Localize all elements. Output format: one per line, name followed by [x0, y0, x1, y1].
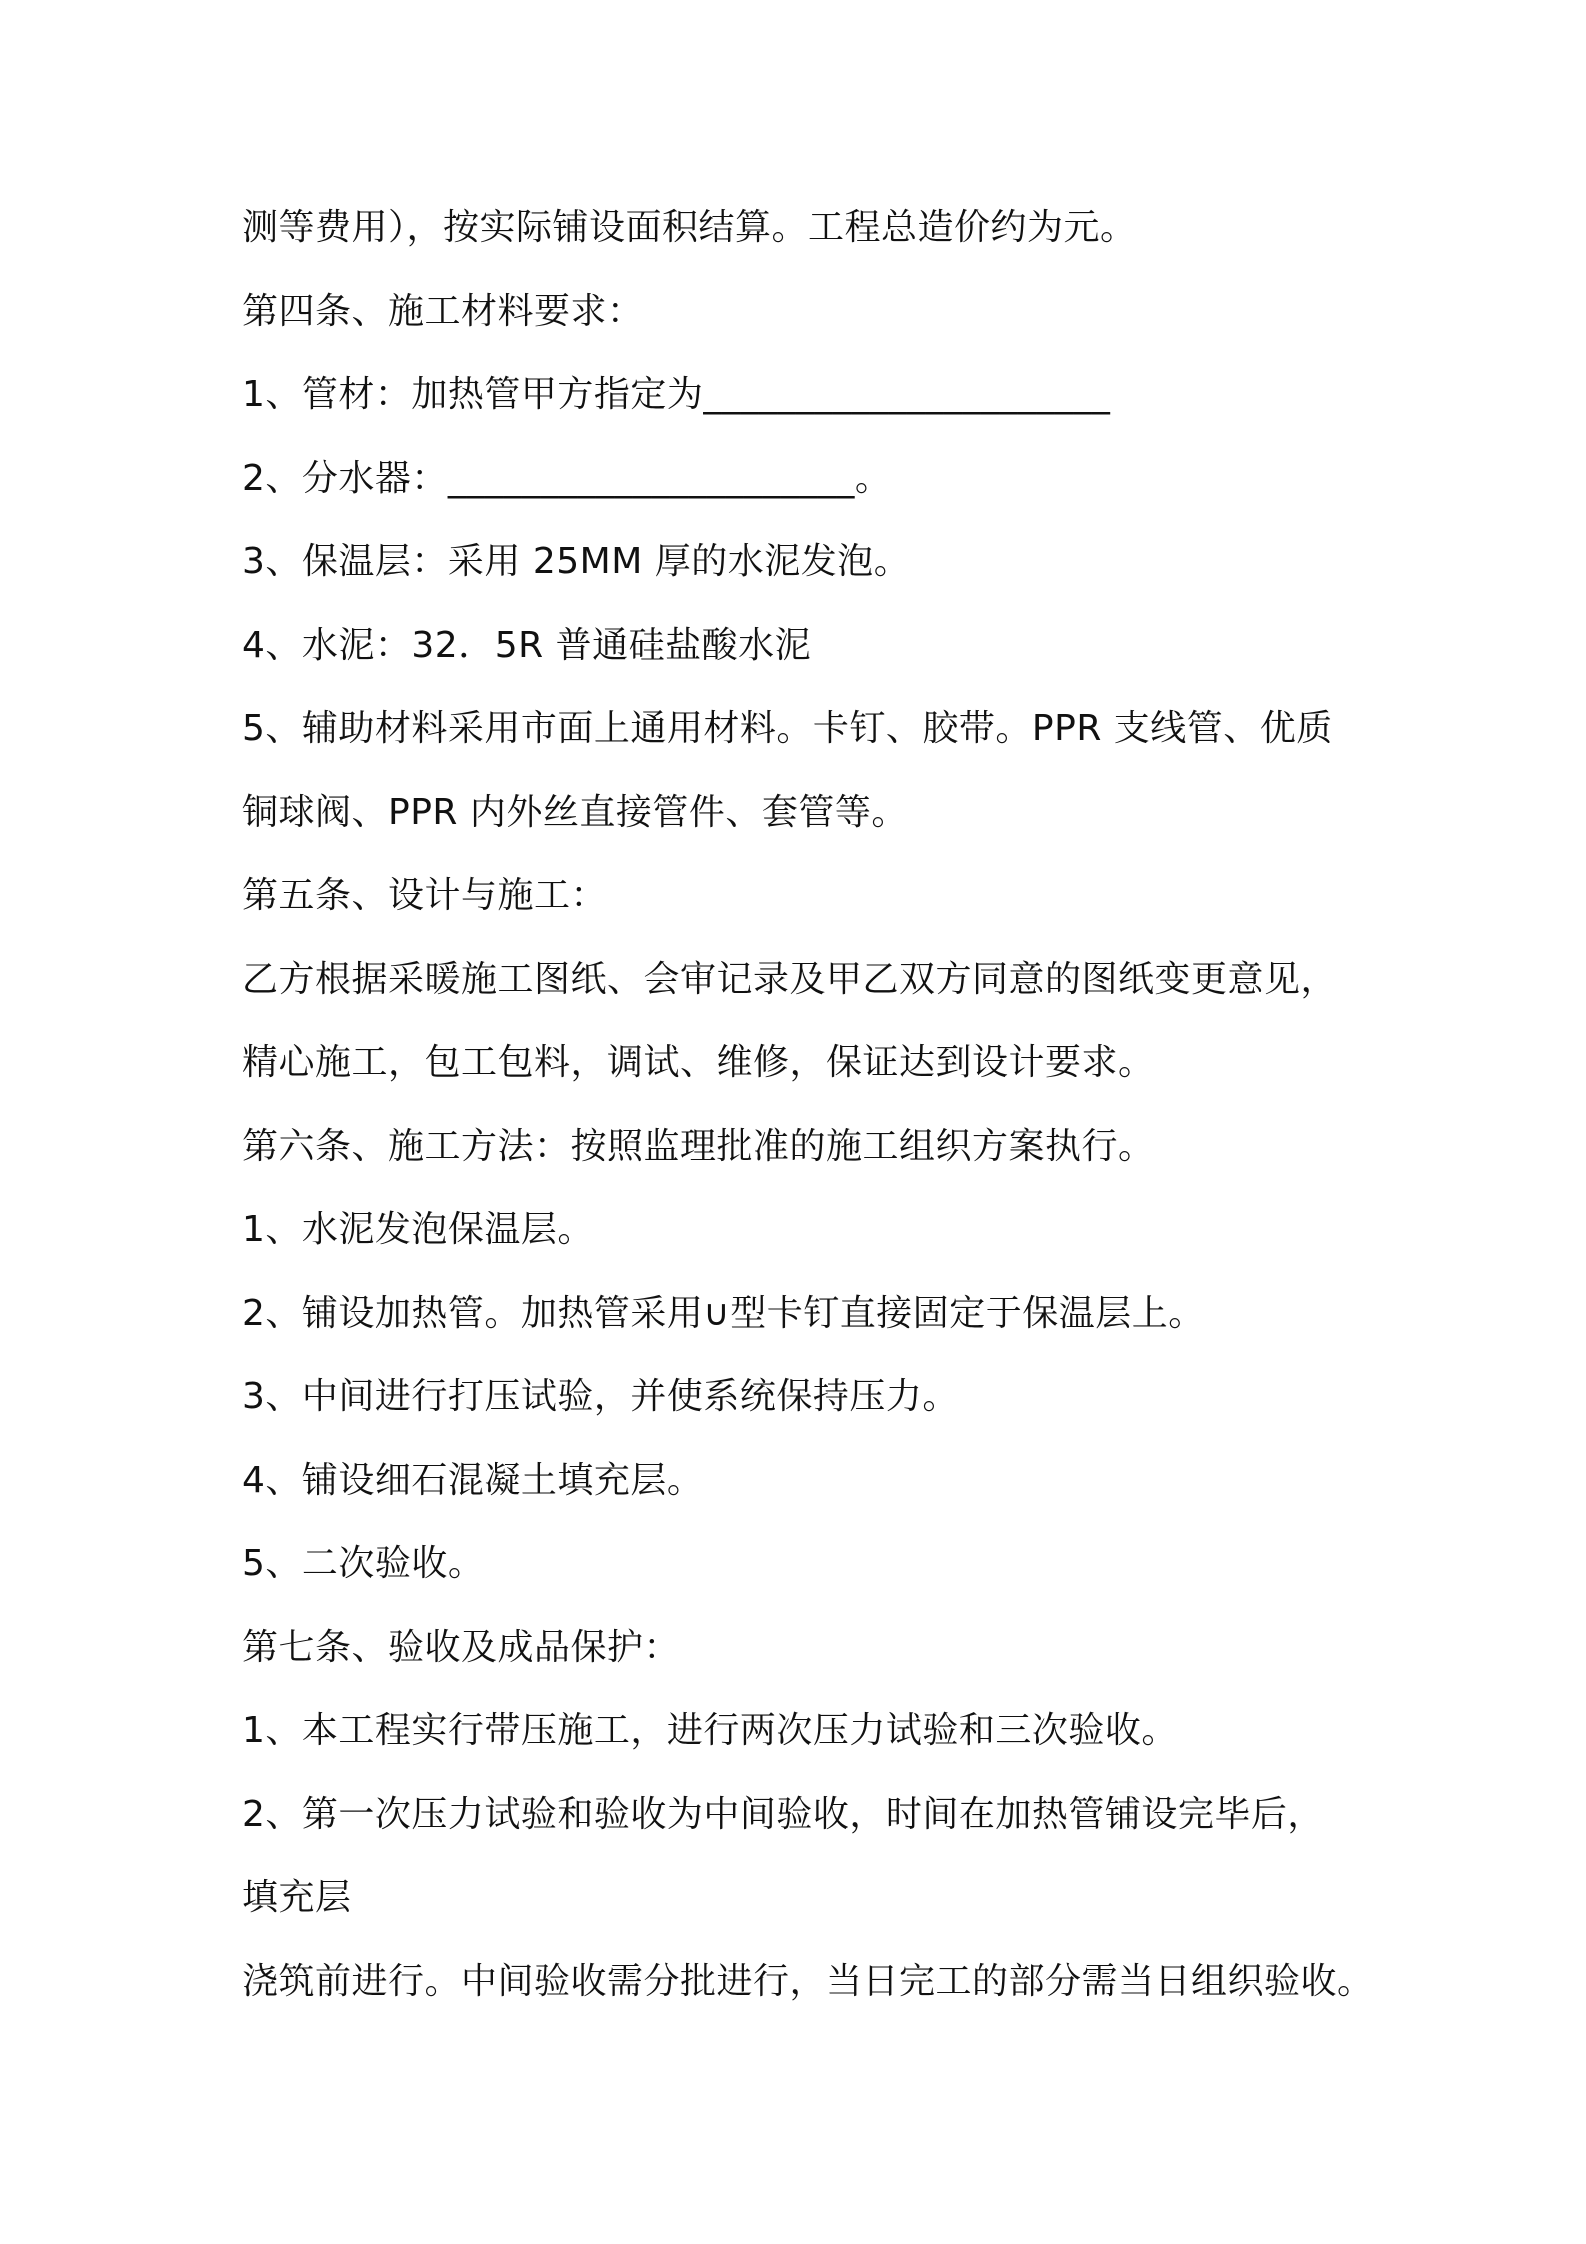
text-line: 填充层: [242, 1877, 352, 1918]
list-item: 3、保温层：采用 25MM 厚的水泥发泡。: [242, 541, 911, 582]
list-item: 2、第一次压力试验和验收为中间验收，时间在加热管铺设完毕后，: [242, 1794, 1324, 1835]
list-item: 4、水泥：32．5R 普通硅盐酸水泥: [242, 625, 812, 666]
text-line: 铜球阀、PPR 内外丝直接管件、套管等。: [242, 792, 908, 833]
text-line: 精心施工，包工包料，调试、维修，保证达到设计要求。: [242, 1042, 1155, 1083]
list-item: 1、管材：加热管甲方指定为______________________: [242, 374, 1111, 415]
text-line: 浇筑前进行。中间验收需分批进行，当日完工的部分需当日组织验收。: [242, 1961, 1374, 2002]
list-item: 1、本工程实行带压施工，进行两次压力试验和三次验收。: [242, 1710, 1178, 1751]
list-item: 5、二次验收。: [242, 1543, 485, 1584]
text-line: 测等费用），按实际铺设面积结算。工程总造价约为元。: [242, 207, 1137, 248]
text-line: 乙方根据采暖施工图纸、会审记录及甲乙双方同意的图纸变更意见，: [242, 959, 1338, 1000]
list-item: 2、分水器：______________________。: [242, 458, 892, 499]
list-item: 1、水泥发泡保温层。: [242, 1209, 594, 1250]
list-item: 3、中间进行打压试验，并使系统保持压力。: [242, 1376, 959, 1417]
section-heading: 第七条、验收及成品保护：: [242, 1627, 681, 1668]
list-item: 4、铺设细石混凝土填充层。: [242, 1460, 704, 1501]
list-item: 5、辅助材料采用市面上通用材料。卡钉、胶带。PPR 支线管、优质: [242, 708, 1333, 749]
section-heading: 第四条、施工材料要求：: [242, 291, 644, 332]
section-heading: 第六条、施工方法：按照监理批准的施工组织方案执行。: [242, 1126, 1155, 1167]
list-item: 2、铺设加热管。加热管采用∪型卡钉直接固定于保温层上。: [242, 1293, 1205, 1334]
section-heading: 第五条、设计与施工：: [242, 875, 608, 916]
